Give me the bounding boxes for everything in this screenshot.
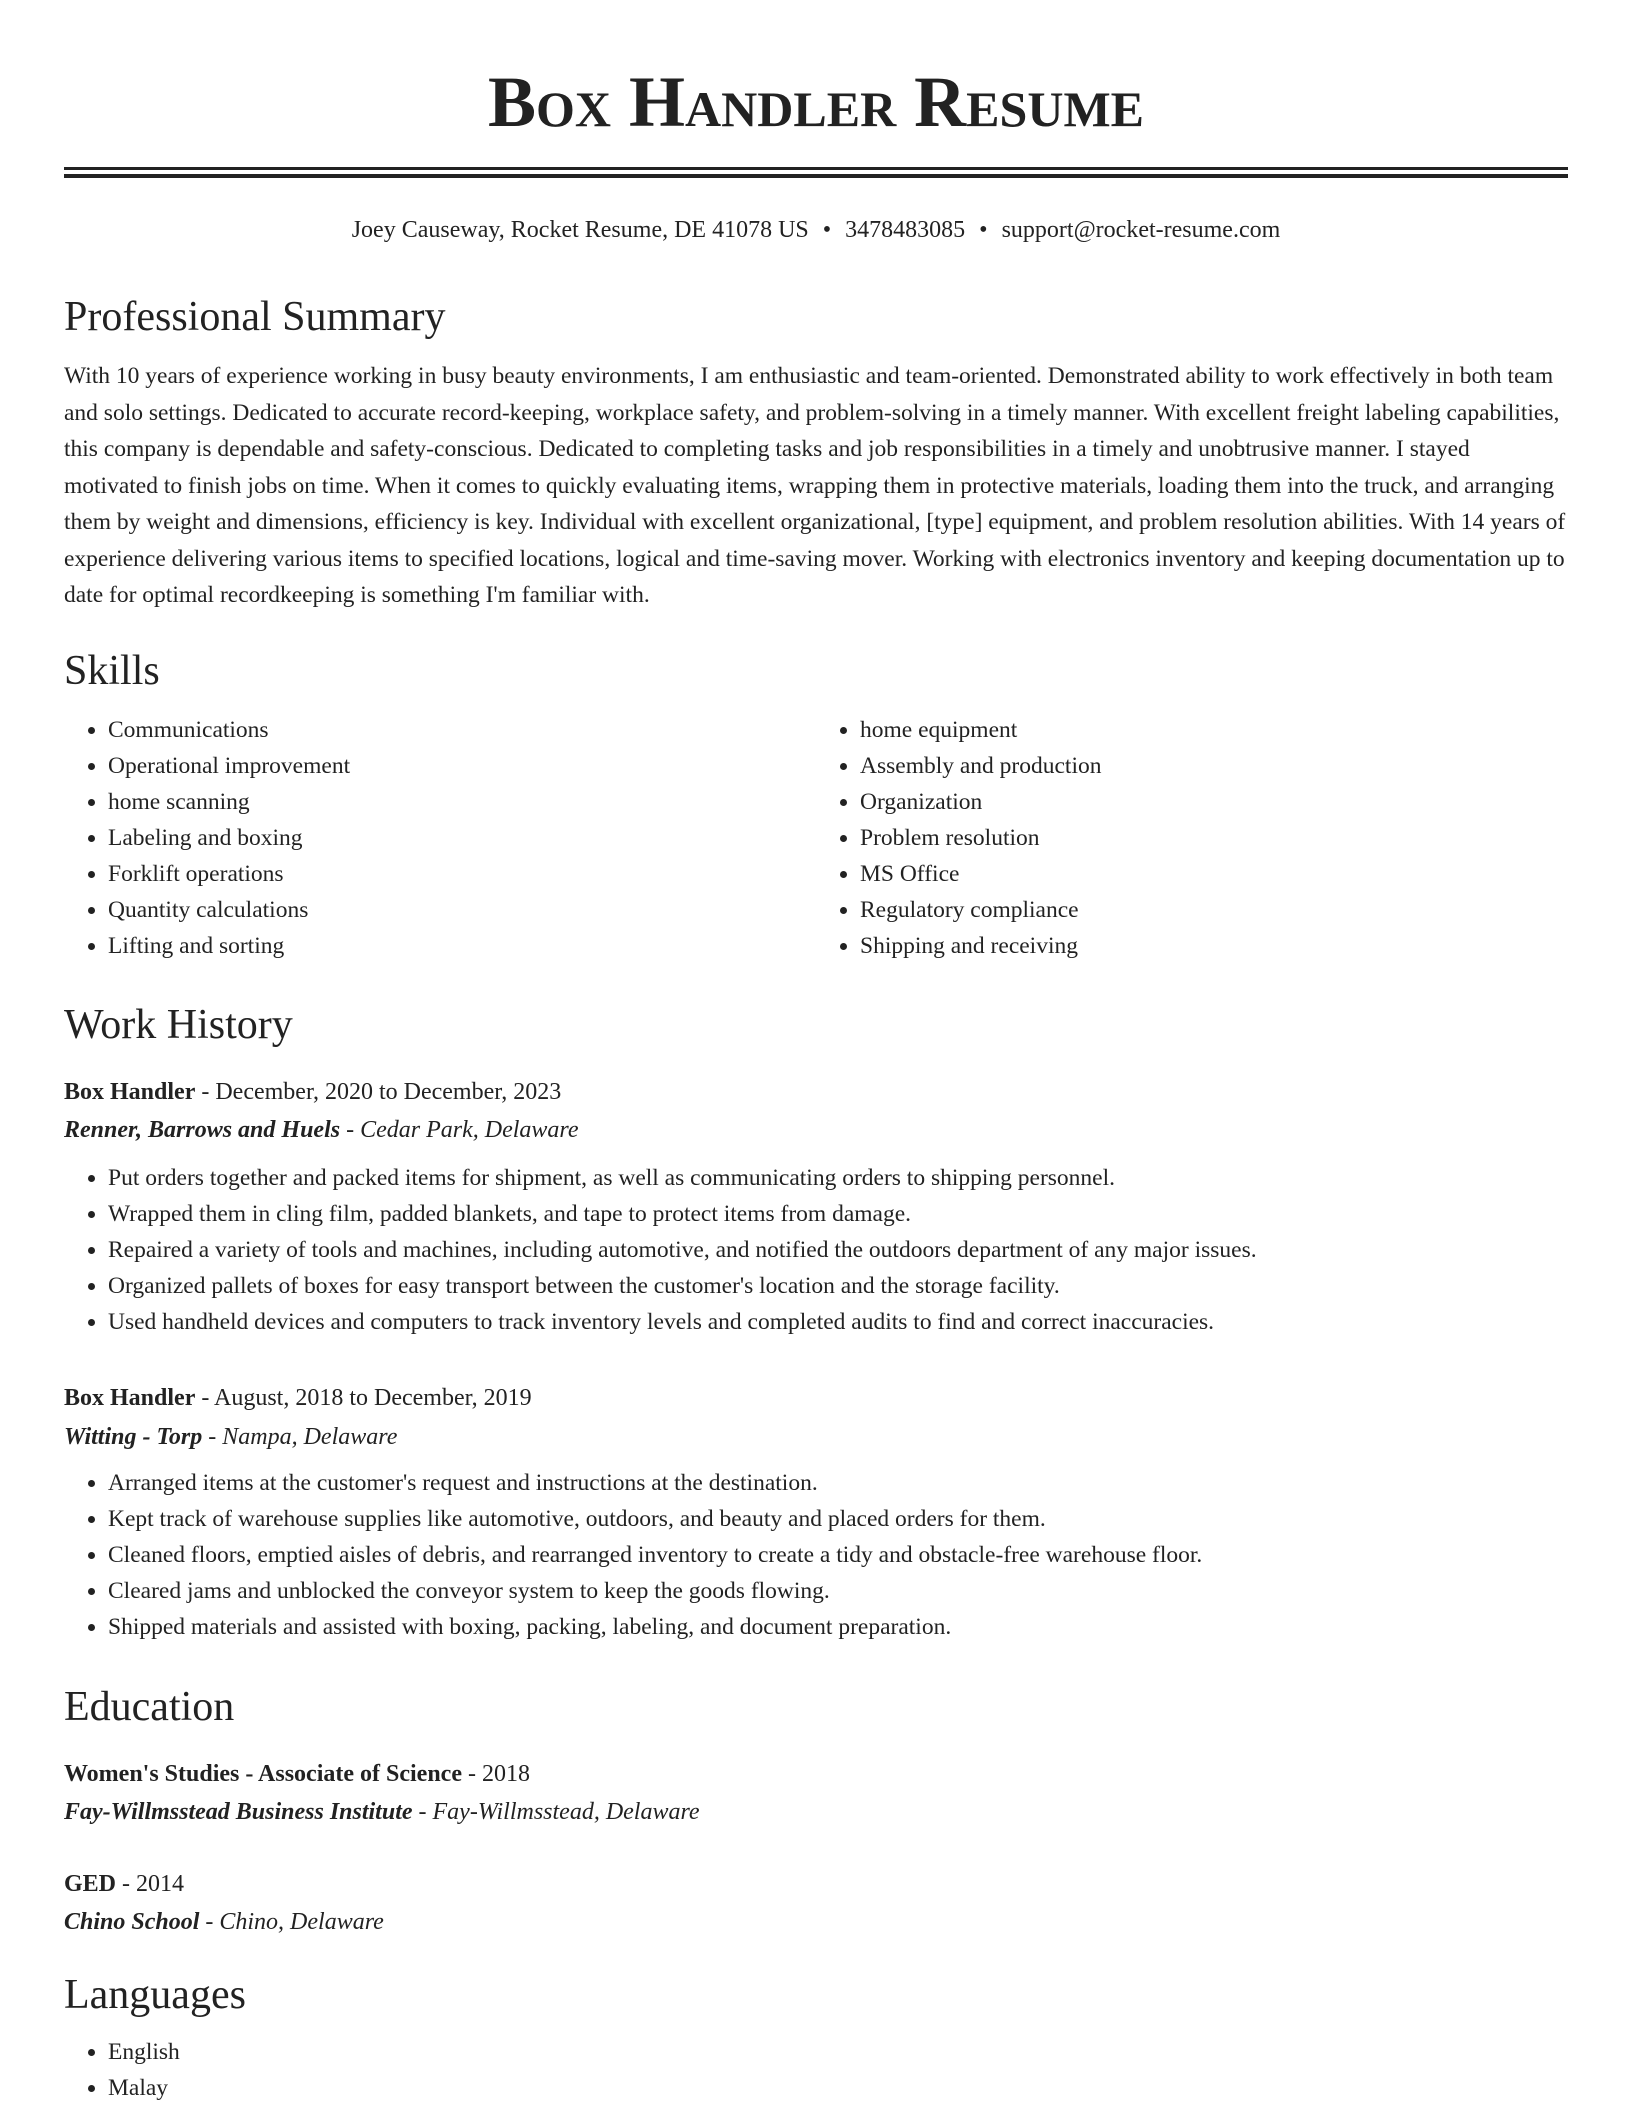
list-item: • English bbox=[108, 2034, 1568, 2070]
skills-list-right bbox=[816, 712, 1568, 964]
skills-list-left bbox=[64, 712, 816, 964]
resume-title: Box Handler Resume bbox=[488, 62, 1144, 142]
list-item: • Forklift operations bbox=[108, 856, 816, 892]
list-item: • Kept track of warehouse supplies like automotive, outdoors, and beauty and placed orders for them. bbox=[108, 1501, 1568, 1537]
job-entry bbox=[64, 1080, 1568, 1340]
contact-email: support@rocket-resume.com bbox=[1001, 217, 1281, 243]
school-location: - Fay-Willmsstead, Delaware bbox=[418, 1799, 700, 1825]
list-item: • Organized pallets of boxes for easy transport between the customer's location and the storage facility. bbox=[108, 1268, 1568, 1304]
list-item: • Cleared jams and unblocked the conveyor system to keep the goods flowing. bbox=[108, 1573, 1568, 1609]
list-item: • Arranged items at the customer's request and instructions at the destination. bbox=[108, 1465, 1568, 1501]
list-item: • Repaired a variety of tools and machines, including automotive, and notified the outdoors department of any major issues. bbox=[108, 1232, 1568, 1268]
section-heading-work: Work History bbox=[64, 1002, 293, 1048]
section-heading-languages: Languages bbox=[64, 1972, 246, 2018]
list-item: • MS Office bbox=[860, 856, 1568, 892]
list-item: • Communications bbox=[108, 712, 816, 748]
list-item: • home scanning bbox=[108, 784, 816, 820]
graduation-year: - 2018 bbox=[467, 1761, 530, 1787]
degree: Women's Studies - Associate of Science bbox=[64, 1761, 462, 1787]
company-line bbox=[64, 1425, 1568, 1449]
list-item: • home equipment bbox=[860, 712, 1568, 748]
school-line bbox=[64, 1910, 1568, 1934]
list-item: • Used handheld devices and computers to track inventory levels and completed audits to find and correct inaccuracies. bbox=[108, 1304, 1568, 1340]
contact-address: Joey Causeway, Rocket Resume, DE 41078 US bbox=[351, 217, 809, 243]
company-location: - Cedar Park, Delaware bbox=[346, 1117, 579, 1143]
list-item: • Cleaned floors, emptied aisles of debris, and rearranged inventory to create a tidy and obstacle-free warehouse floor. bbox=[108, 1537, 1568, 1573]
section-heading-skills: Skills bbox=[64, 648, 160, 694]
company-name: Witting - Torp bbox=[64, 1424, 203, 1450]
education-entry bbox=[64, 1762, 1568, 1824]
summary-section bbox=[64, 296, 1568, 614]
list-item: • Wrapped them in cling film, padded blankets, and tape to protect items from damage. bbox=[108, 1196, 1568, 1232]
section-heading-education: Education bbox=[64, 1684, 235, 1730]
education-section bbox=[64, 1686, 1568, 1728]
degree-line bbox=[64, 1872, 1568, 1896]
list-item: • Shipped materials and assisted with boxing, packing, labeling, and document preparation. bbox=[108, 1609, 1568, 1645]
company-line bbox=[64, 1118, 1568, 1142]
job-title: Box Handler bbox=[64, 1385, 196, 1411]
job-duties-list bbox=[64, 1160, 1568, 1340]
job-duties-list bbox=[64, 1465, 1568, 1645]
degree-line bbox=[64, 1762, 1568, 1786]
job-entry bbox=[64, 1386, 1568, 1645]
languages-section bbox=[64, 1974, 1568, 2106]
graduation-year: - 2014 bbox=[122, 1871, 185, 1897]
languages-list bbox=[64, 2034, 1568, 2106]
company-location: - Nampa, Delaware bbox=[208, 1424, 398, 1450]
contact-line bbox=[64, 218, 1568, 242]
list-item: • Put orders together and packed items for shipment, as well as communicating orders to shipping personnel. bbox=[108, 1160, 1568, 1196]
list-item: • Problem resolution bbox=[860, 820, 1568, 856]
list-item: • Labeling and boxing bbox=[108, 820, 816, 856]
summary-text: With 10 years of experience working in busy beauty environments, I am enthusiastic and team-oriented. Demonstrated ability to work effectively in both team and solo settings. Dedicated to accurate record-keeping, workplace safety, and problem-solving in a timely manner. With excellent freight labeling capabilities, this company is dependable and safety-conscious. Dedicated to completing tasks and job responsibilities in a timely and unobtrusive manner. I stayed motivated to finish jobs on time. When it comes to quickly evaluating items, wrapping them in protective materials, loading them into the truck, and arranging them by weight and dimensions, efficiency is key. Individual with excellent organizational, [type] equipment, and problem resolution abilities. With 14 years of experience delivering various items to specified locations, logical and time-saving mover. Working with electronics inventory and keeping documentation up to date for optimal recordkeeping is something I'm familiar with. bbox=[64, 363, 1566, 608]
education-entry bbox=[64, 1872, 1568, 1934]
title-divider-bottom bbox=[64, 174, 1568, 178]
list-item: • Regulatory compliance bbox=[860, 892, 1568, 928]
section-heading-summary: Professional Summary bbox=[64, 294, 446, 340]
title-divider-top bbox=[64, 167, 1568, 170]
list-item: • Malay bbox=[108, 2070, 1568, 2106]
list-item: • Assembly and production bbox=[860, 748, 1568, 784]
list-item: • Shipping and receiving bbox=[860, 928, 1568, 964]
job-title-line bbox=[64, 1080, 1568, 1104]
list-item: • Operational improvement bbox=[108, 748, 816, 784]
list-item: • Lifting and sorting bbox=[108, 928, 816, 964]
job-title: Box Handler bbox=[64, 1079, 196, 1105]
job-title-line bbox=[64, 1386, 1568, 1410]
school-line bbox=[64, 1800, 1568, 1824]
school-name: Chino School bbox=[64, 1909, 200, 1935]
skills-columns bbox=[64, 712, 1568, 964]
job-dates: - December, 2020 to December, 2023 bbox=[201, 1079, 562, 1105]
skills-section bbox=[64, 650, 1568, 964]
contact-separator: • bbox=[979, 217, 988, 243]
degree: GED bbox=[64, 1871, 117, 1897]
work-section bbox=[64, 1004, 1568, 1046]
contact-separator: • bbox=[822, 217, 832, 243]
school-location: - Chino, Delaware bbox=[205, 1909, 384, 1935]
list-item: • Quantity calculations bbox=[108, 892, 816, 928]
school-name: Fay-Willmsstead Business Institute bbox=[64, 1799, 413, 1825]
list-item: • Organization bbox=[860, 784, 1568, 820]
job-dates: - August, 2018 to December, 2019 bbox=[201, 1385, 532, 1411]
company-name: Renner, Barrows and Huels bbox=[64, 1117, 341, 1143]
contact-phone: 3478483085 bbox=[845, 217, 966, 243]
